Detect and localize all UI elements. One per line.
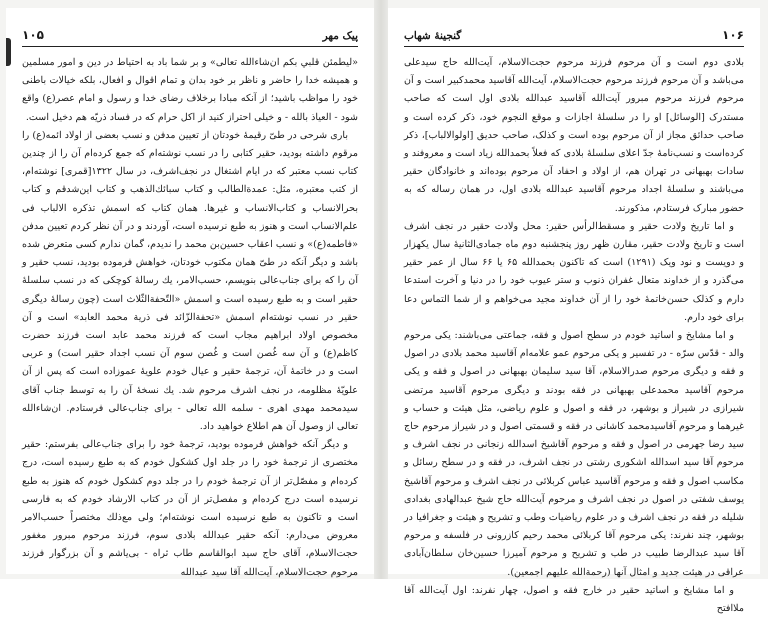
header-rule — [404, 46, 744, 47]
book-gutter — [374, 0, 388, 579]
page-number: ۱۰۶ — [722, 28, 744, 42]
paragraph: و ديگر آنكه خواهش فرموده بوديد، ترجمهٔ خود را برای جناب‌عالی بفرستم: حقير مختصری از ترجمهٔ خود را در جلد اول كشكول خودم كه به طبع رسيده است، درج كرده‌ام و مفصّل‌تر از آن ترجمهٔ خودم را در جلد دوم كشكول خودم كه هنوز به طبع نرسيده است درج كرده‌ام و مفصل‌تر از آن در كتاب الارشاد خودم كه به فارسی است و تاكنون به طبع نرسيده است نوشته‌ام؛ ولی مع‌ذلك مختصراً حسب‌الامر معروض می‌دارم: آنكه حقير عبدالله بلادی سوم، فرزند مرحوم مبرور مغفور حجت‌الاسلام، آقای حاج سيد ابوالقاسم طاب ثراه - بی‌ياشم و آن بزرگوار فرزند مرحوم حجت‌الاسلام، آيت‌الله آقا سيد عبدالله — [22, 439, 358, 578]
paragraph: بلادی دوم است و آن مرحوم فرزند مرحوم حجت‌الاسلام، آيت‌الله حاج سيدعلی می‌باشد و آن مرحوم فرزند مرحوم حجت‌الاسلام، آيت‌الله آقاسيد محمدكبير است و آن مرحوم فرزند مرحوم مبرور آيت‌الله آقاسيد عبدالله بلادی اول است كه صاحب مستدرک [الوسائل] او را در سلسلهٔ اجازات و موقع النجوم خود، ذكر كرده است و صاحب حدائق مجاز از آن مرحوم بوده است و كذلک، صاحب حديق [اولو‌الالباب]، ذكر كرده‌است و نسب‌نامهٔ جدّ اعلای سلسلهٔ بلادی كه فعلاً بحمدالله زياد است و معروفند و سادات بهبهانی در تهران هم، از اولاد و احفاد آن مرحوم بوده‌اند و خانوادگان حقير می‌باشند و سلسلهٔ اجداد مرحوم آقاسيد عبدالله بلادی اول، در همان رساله كه به حضور مبارک فرستادم، مذكورند. — [404, 57, 744, 214]
right-page-body — [404, 54, 744, 615]
paragraph: و اما مشايخ و اساتيد خودم در سطح اصول و فقه، جماعتی می‌باشند: يكی مرحوم والد - قدّس سرّه - در تفسير و يكی مرحوم عمو علامه‌ام آقاسيد محمد بلادی در اصول و فقه و ديگری مرحوم صدرالاسلام، آقا سيد سليمان بهبهانی در اصول و فقه و يكی مرحوم آقاسيد محمدعلی بهبهانی در فقه بودند و ديگری مرحوم آقاسيد مرتضی شيرازی در شيراز و بوشهر، در فقه و اصول و علوم رياضی، مثل هيئت و حساب و غيرهما و مرحوم آقاسيدمحمد كاشانی در فقه و قسمتی اصول و در شيراز مرحوم حاج سيد رضا جهرمی در اصول و فقه و مرحوم آقاشيخ اسدالله زنجانی در نجف اشرف و مرحوم آقا سيد اسدالله اشكوری رشتی در نجف اشرف، در فقه و در سطح رسائل و مكاسب اصول و فقه و مرحوم آقاسيد عباس كربلائی در نجف اشرف و مرحوم آقاشيخ يوسف شفتی در اصول در نجف اشرف و مرحوم آيت‌الله حاج شيخ عبدالهادی بغدادی شليله در فقه در نجف اشرف و در علوم رياضيات وطب و تشريح و هيئت و جغرافيا در بوشهر، چند نفرند: يكی مرحوم آقا كربلائی محمد رحيم كازرونی در فلسفه و مرحوم آقا سيد عبدالرضا طبيب در طب و تشريح و مرحوم آميرزا حسين‌خان سلطان‌آبادی عراقی در هيئت جديد و امثال آنها (رحمة‌الله عليهم اجمعين). — [404, 330, 744, 578]
paragraph: و اما مشايخ و اساتيد حقير در خارج فقه و اصول، چهار نفرند: اول آيت‌الله آقا ملاافتح — [404, 584, 744, 615]
left-page — [6, 8, 374, 578]
left-page-header — [22, 26, 358, 42]
page-edge-mark — [6, 38, 11, 66]
right-page — [388, 8, 760, 615]
paragraph: و اما تاريخ ولادت حقير و مسقط‌الرأس حقير: محل ولادت حقير در نجف اشرف است و تاريخ ولادت حقير، مقارن ظهر روز پنجشنبه دوم ماه جمادی‌الثانيهٔ سال يكهزار و دويست و نود ويک (۱۲۹۱) است كه تاكنون بحمدالله ۶۵ يا ۶۶ سال از عمر حقير می‌گذرد و از خداوند متعال غفران ذنوب و ستر عيوب خود را در دنيا و آخرت استدعا دارم و كذلک حسن‌خاتمهٔ خود را از آن خداوند مجيد می‌خواهم و از شما التماس دعا برای خود دارم. — [404, 220, 744, 323]
running-title: گنجينهٔ شهاب — [404, 30, 462, 42]
page-number: ۱۰۵ — [22, 28, 44, 42]
paragraph: «ليطمئن قلبي بكم ان‌شاءالله تعالی» و بر شما باد به احتياط در دين و امور مسلمين و هميشه خدا را حاضر و ناظر بر خود بدان و تمام اقوال و افعال، بلكه خيالات باطنی خود را مواظب باشيد؛ از آنكه مبادا برخلاف رضای خدا و رسول و امام عصر(ع) واقع شود - العياذ بالله - و خيلی احتراز كنيد از اكل حرام كه در فساد ذريّه هم دخيل است. — [22, 57, 358, 123]
right-page-header — [404, 26, 744, 42]
running-title: پیک مهر — [322, 30, 358, 42]
header-rule — [22, 46, 358, 47]
left-page-body — [22, 54, 358, 578]
paragraph: باری شرحی در طیّ رقيمهٔ خودتان از تعيين مدفن و نسب بعضی از اولاد ائمه(ع) را مرقوم داشته بوديد، حقير كتابی را در نسب نوشته‌ام كه جمع كرده‌ام آن را از چندين كتاب نسب معتبر كه در ايام اشتغال در نجف‌اشرف، در سال ۱۳۲۲[قمری] نوشته‌ام، از كتب معتبره، مثل: عمدة‌الطالب و كتاب سبائك‌الذهب و كتاب اين‌شدقم و كتاب بحرالانساب و كتاب‌الانساب و غيرها. همان كتاب كه اسمش تذكره الالباب فی علم‌الانساب است و هنوز به طبع نرسيده است، آوردند و در آن نظر كردم تعيين مدفن «فاطمه(ع)» و نسب اعقاب حسين‌بن محمد را نديدم، گمان ندارم كسی متعرض شده باشد و ديگر آنكه در طیّ همان مكتوب خودتان، خواهش فرموده بوديد، نسب حقير و آن را كه برای جناب‌عالی بنويسم، حسب‌الامر، يك رسالهٔ كوچكی كه در نسب سلسلهٔ حقير است و به طبع رسيده است و اسمش «التّحفة‌الثّلاث است (چون رسالهٔ ديگری حقير در نسب نوشته‌ام اسمش «تحفة‌الزّائد فی ذرية محمد العابد» است و آن مخصوص اولاد ابراهيم مجاب است كه فرزند محمد عابد است فرزند حضرت كاظم(ع) و آن سه غُصن است و غُصن سوم آن نسب اجداد حقير است) و عربی است و در خاتمهٔ آن، ترجمهٔ حقير و عيال خودم علويهٔ عموزاده است كه پس از آن علويّهٔ مظلومه، در نجف اشرف مرحوم شد. يك نسخهٔ آن را به توسط جناب آقای سيدمحمد مهدی اهری - سلمه الله تعالی - برای جناب‌عالی فرستادم. ان‌شاءالله تعالی از وصول آن هم اطلاع خواهيد داد. — [22, 129, 358, 433]
